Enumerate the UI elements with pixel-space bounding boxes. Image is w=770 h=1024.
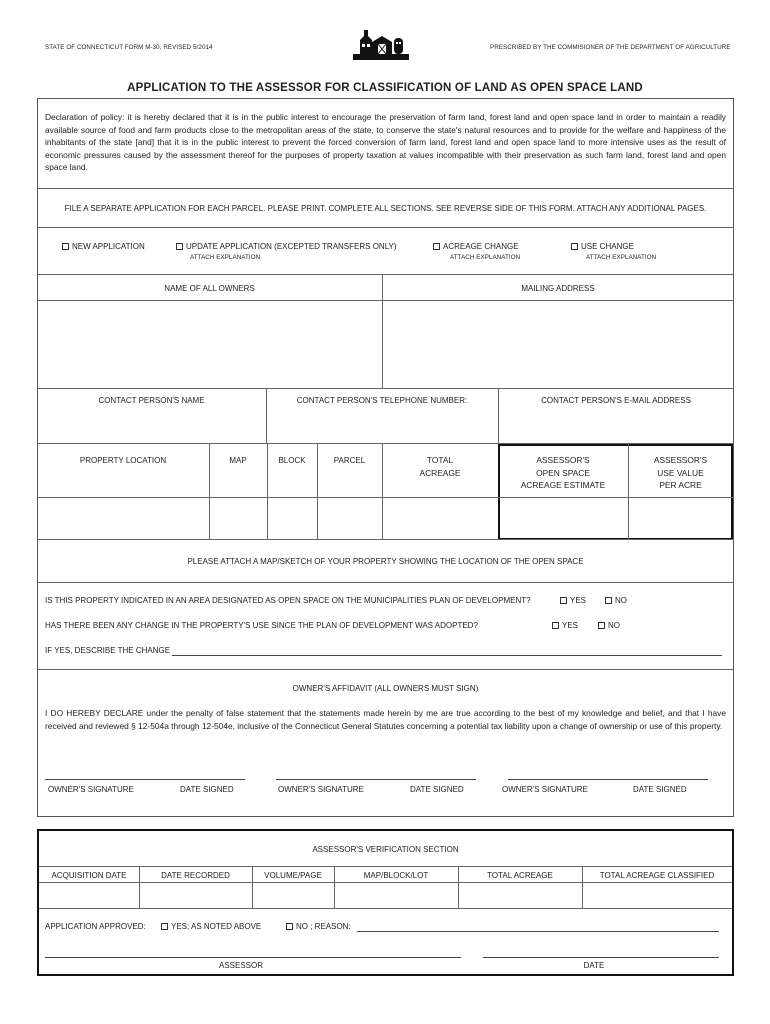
use-change-option[interactable]: USE CHANGE [571,242,634,251]
checkbox[interactable] [571,243,578,250]
acquisition-date-label: ACQUISITION DATE [51,871,127,880]
farm-logo-icon [352,28,410,62]
date-signed-label: DATE SIGNED [410,785,464,794]
mailing-address-field[interactable] [385,303,731,385]
affidavit-text: I DO HEREBY DECLARE under the penalty of false statement that the statements made herein by me are true according to the best of my knowledge and belief, and that I have received and reviewed § 12-504a through 12-504e, inclusive of the Connecticut General Statutes concerning a potential tax liability upon a change of ownership or use of this property. [45,708,726,731]
approved-no-option[interactable]: NO ; REASON: [286,922,351,931]
contact-name-label: CONTACT PERSON'S NAME [98,396,205,405]
checkbox[interactable] [161,923,168,930]
checkbox[interactable] [176,243,183,250]
assessor-open-space-estimate-label: ASSESSOR'S OPEN SPACE ACREAGE ESTIMATE [520,455,606,490]
question-use-change: HAS THERE BEEN ANY CHANGE IN THE PROPERTY'S USE SINCE THE PLAN OF DEVELOPMENT WAS ADOPTED? [45,621,478,630]
total-acreage-classified-label: TOTAL ACREAGE CLASSIFIED [599,871,715,880]
attach-map-note: PLEASE ATTACH A MAP/SKETCH OF YOUR PROPERTY SHOWING THE LOCATION OF THE OPEN SPACE [187,557,584,566]
assessor-use-value-label: ASSESSOR'S USE VALUE PER ACRE [653,455,708,490]
instructions: FILE A SEPARATE APPLICATION FOR EACH PARCEL. PLEASE PRINT. COMPLETE ALL SECTIONS. SEE REVERSE SIDE OF THIS FORM. ATTACH ANY ADDITIONAL PAGES. [64,204,707,213]
date-recorded-label: DATE RECORDED [161,871,230,880]
total-acreage-label: TOTAL ACREAGE [419,455,461,478]
owners-name-field[interactable] [40,303,379,385]
owner-signature-line-3[interactable] [508,779,708,780]
declaration-text: Declaration of policy: it is hereby declared that it is in the public interest to encourage the preservation of farm land, forest land and open space land in order to maintain a readily available source of food and farm products close to the metropolitan areas of the state, to conserve the state's natural resources and to provide for the welfare and happiness of the inhabitants of the state [and] that it is in the public interest to prevent the forced conversion of farm land, forest land and open space land to more intensive uses as the result of economic pressures caused by the assessment thereof for the purposes of property taxation at values incompatible with their preservation as such farm land, forest land and open space land. [45,112,726,172]
date-label: DATE [583,961,605,970]
checkbox[interactable] [552,622,559,629]
reason-field[interactable] [357,931,719,932]
question-open-space-designation: IS THIS PROPERTY INDICATED IN AN AREA DESIGNATED AS OPEN SPACE ON THE MUNICIPALITIES PLAN OF DEVELOPMENT? [45,596,531,605]
update-application-option[interactable]: UPDATE APPLICATION (EXCEPTED TRANSFERS ONLY) [176,242,397,251]
block-field[interactable] [270,499,314,537]
q1-yes-option[interactable]: YES [560,596,586,605]
q2-no-option[interactable]: NO [598,621,620,630]
property-location-field[interactable] [40,499,206,537]
assessor-signature-line[interactable] [45,957,461,958]
owner-signature-line-2[interactable] [276,779,476,780]
attach-explanation-note: ATTACH EXPLANATION [450,254,521,261]
owner-signature-label: OWNER'S SIGNATURE [48,785,134,794]
parcel-label: PARCEL [333,456,366,465]
owners-name-label: NAME OF ALL OWNERS [164,284,255,293]
checkbox[interactable] [62,243,69,250]
new-application-option[interactable]: NEW APPLICATION [62,242,145,251]
checkbox[interactable] [560,597,567,604]
assessor-label: ASSESSOR [218,961,263,970]
checkbox[interactable] [598,622,605,629]
affidavit-heading: OWNER'S AFFIDAVIT (ALL OWNERS MUST SIGN) [292,684,479,693]
total-acreage-verification-label: TOTAL ACREAGE [487,871,553,880]
contact-phone-label: CONTACT PERSON'S TELEPHONE NUMBER: [296,396,468,405]
attach-explanation-note: ATTACH EXPLANATION [586,254,657,261]
date-signed-label: DATE SIGNED [633,785,687,794]
map-block-lot-label: MAP/BLOCK/LOT [363,871,429,880]
owner-signature-label: OWNER'S SIGNATURE [278,785,364,794]
q1-no-option[interactable]: NO [605,596,627,605]
checkbox[interactable] [286,923,293,930]
map-label: MAP [229,456,247,465]
contact-email-label: CONTACT PERSON'S E-MAIL ADDRESS [541,396,691,405]
block-label: BLOCK [278,456,306,465]
total-acreage-field[interactable] [385,499,495,537]
owner-signature-label: OWNER'S SIGNATURE [502,785,588,794]
map-field[interactable] [212,499,264,537]
owner-signature-line-1[interactable] [45,779,245,780]
property-location-label: PROPERTY LOCATION [79,456,167,465]
form-title: APPLICATION TO THE ASSESSOR FOR CLASSIFICATION OF LAND AS OPEN SPACE LAND [127,82,643,94]
assessor-date-line[interactable] [483,957,719,958]
prescribed-by: PRESCRIBED BY THE COMMISIONER OF THE DEPARTMENT OF AGRICULTURE [490,44,731,51]
checkbox[interactable] [605,597,612,604]
describe-change-label: IF YES, DESCRIBE THE CHANGE [45,646,171,655]
verification-heading: ASSESSOR'S VERIFICATION SECTION [312,845,459,854]
form-id: STATE OF CONNECTICUT FORM M-30, REVISED 5/2014 [45,44,213,51]
volume-page-label: VOLUME/PAGE [264,871,322,880]
acreage-change-option[interactable]: ACREAGE CHANGE [433,242,519,251]
checkbox[interactable] [433,243,440,250]
parcel-field[interactable] [320,499,379,537]
attach-explanation-note: ATTACH EXPLANATION [190,254,261,261]
approved-yes-option[interactable]: YES; AS NOTED ABOVE [161,922,261,931]
mailing-address-label: MAILING ADDRESS [521,284,595,293]
q2-yes-option[interactable]: YES [552,621,578,630]
date-signed-label: DATE SIGNED [180,785,234,794]
describe-change-field[interactable] [172,655,722,656]
application-approved-label: APPLICATION APPROVED: [45,922,146,931]
